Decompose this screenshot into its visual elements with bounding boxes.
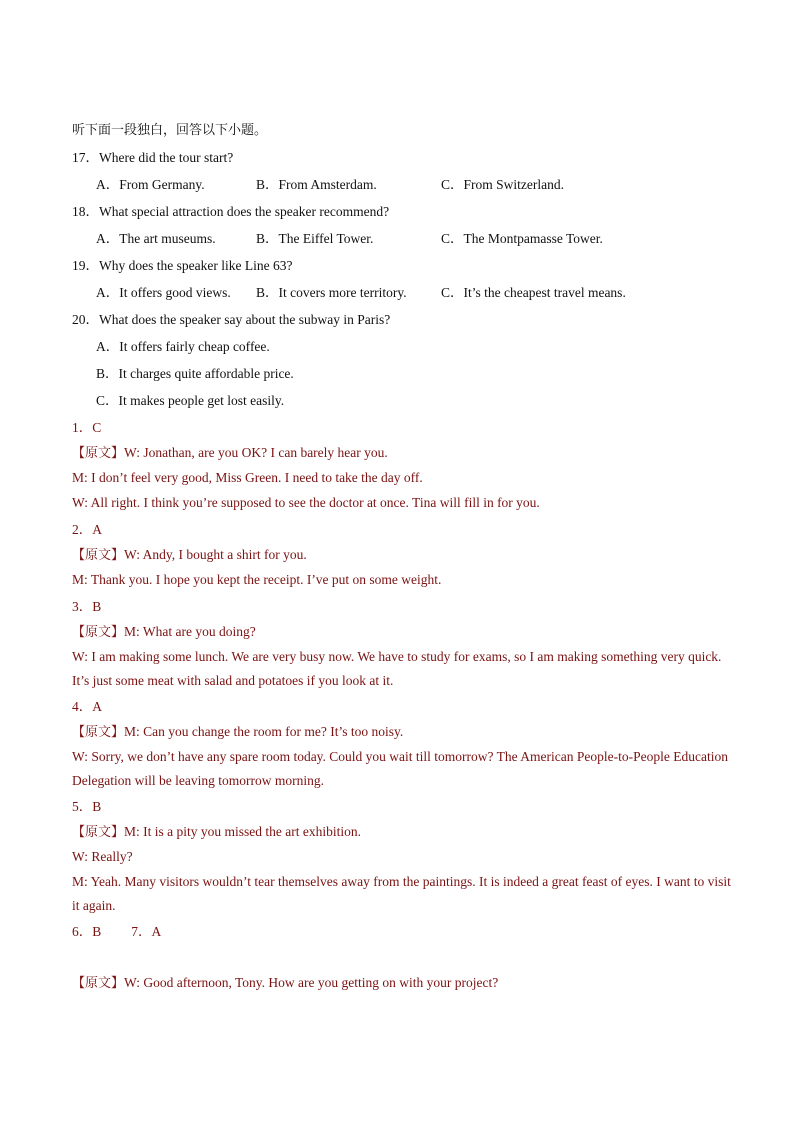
source-tag: 【原文】 bbox=[72, 725, 125, 740]
transcript-line: M: I don’t feel very good, Miss Green. I need to take the day off. bbox=[72, 470, 423, 485]
question-19 bbox=[72, 252, 732, 306]
option-c: C．The Montpamasse Tower. bbox=[441, 231, 603, 246]
option-b: B．It charges quite affordable price. bbox=[96, 366, 294, 381]
option-b: B．It covers more territory. bbox=[256, 285, 407, 300]
answer-section bbox=[72, 414, 732, 996]
transcript-line: 【原文】M: What are you doing? bbox=[72, 624, 256, 640]
answer-block-4 bbox=[72, 693, 732, 793]
source-tag: 【原文】 bbox=[72, 625, 125, 640]
source-tag: 【原文】 bbox=[72, 548, 125, 563]
answer-number: 3．B bbox=[72, 599, 102, 614]
question-stem: 19．Why does the speaker like Line 63? bbox=[72, 258, 293, 273]
answer-number: 1．C bbox=[72, 420, 102, 435]
answer-block-1 bbox=[72, 414, 732, 516]
question-stem: 17．Where did the tour start? bbox=[72, 150, 234, 165]
option-a: A．It offers fairly cheap coffee. bbox=[96, 339, 270, 354]
transcript-line: 【原文】W: Andy, I bought a shirt for you. bbox=[72, 547, 307, 563]
option-c: C．It makes people get lost easily. bbox=[96, 393, 285, 408]
transcript-line: M: Thank you. I hope you kept the receipt. I’ve put on some weight. bbox=[72, 572, 442, 587]
options-row bbox=[72, 279, 732, 306]
question-20 bbox=[72, 306, 732, 414]
question-17 bbox=[72, 144, 732, 198]
source-tag: 【原文】 bbox=[72, 446, 125, 461]
transcript-line: W: All right. I think you’re supposed to see the doctor at once. Tina will fill in for you. bbox=[72, 495, 540, 510]
option-c: C．It’s the cheapest travel means. bbox=[441, 285, 626, 300]
answer-number: 5．B bbox=[72, 799, 102, 814]
answer-block-3 bbox=[72, 593, 732, 693]
options-row bbox=[72, 171, 732, 198]
transcript-line: W: I am making some lunch. We are very busy now. We have to study for exams, so I am making something very quick. It’s just some meat with salad and potatoes if you look at it. bbox=[72, 649, 722, 688]
transcript-line: 【原文】M: Can you change the room for me? It’s too noisy. bbox=[72, 724, 404, 740]
question-stem: 18．What special attraction does the speaker recommend? bbox=[72, 204, 390, 219]
option-b: B．The Eiffel Tower. bbox=[256, 231, 374, 246]
option-a: A．From Germany. bbox=[96, 177, 205, 192]
option-b: B．From Amsterdam. bbox=[256, 177, 377, 192]
document-page bbox=[72, 117, 732, 996]
section-intro: 听下面一段独白，回答以下小题。 bbox=[72, 123, 268, 138]
question-stem: 20．What does the speaker say about the subway in Paris? bbox=[72, 312, 391, 327]
transcript-line: 【原文】M: It is a pity you missed the art exhibition. bbox=[72, 824, 361, 840]
answer-block-5 bbox=[72, 793, 732, 918]
option-a: A．The art museums. bbox=[96, 231, 216, 246]
options-row bbox=[72, 225, 732, 252]
question-18 bbox=[72, 198, 732, 252]
transcript-line: W: Really? bbox=[72, 849, 133, 864]
source-tag: 【原文】 bbox=[72, 976, 125, 991]
transcript-line: W: Sorry, we don’t have any spare room today. Could you wait till tomorrow? The American People-to-People Education Delegation will be leaving tomorrow morning. bbox=[72, 749, 728, 788]
answer-number: 4．A bbox=[72, 699, 102, 714]
answer-numbers-6-7 bbox=[72, 918, 732, 945]
answer-number: 2．A bbox=[72, 522, 102, 537]
transcript-line: 【原文】W: Good afternoon, Tony. How are you getting on with your project? bbox=[72, 975, 499, 991]
transcript-line: M: Yeah. Many visitors wouldn’t tear themselves away from the paintings. It is indeed a great feast of eyes. I want to visit it again. bbox=[72, 874, 731, 913]
option-c: C．From Switzerland. bbox=[441, 177, 564, 192]
option-a: A．It offers good views. bbox=[96, 285, 231, 300]
answer-block-2 bbox=[72, 516, 732, 593]
answer-number: 6．B bbox=[72, 924, 102, 939]
source-tag: 【原文】 bbox=[72, 825, 125, 840]
answer-number: 7．A bbox=[131, 924, 162, 939]
transcript-line: 【原文】W: Jonathan, are you OK? I can barely hear you. bbox=[72, 445, 388, 461]
